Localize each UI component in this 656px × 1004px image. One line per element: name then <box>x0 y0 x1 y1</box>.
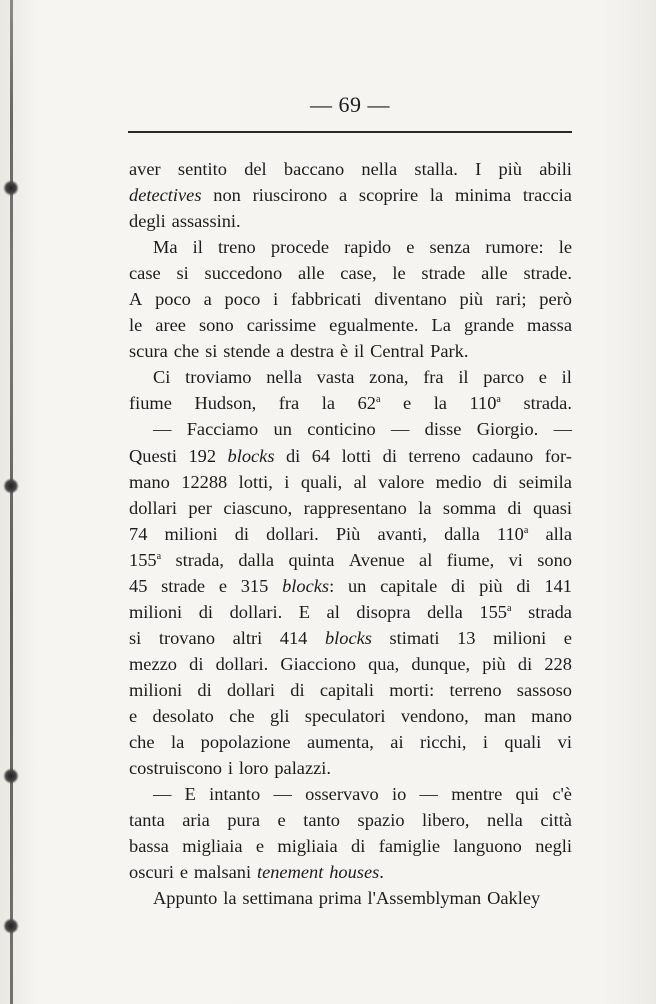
word: alle <box>481 263 508 284</box>
header-rule <box>128 131 572 133</box>
word: I <box>475 159 482 179</box>
text-line <box>129 651 572 677</box>
word: la <box>223 888 237 909</box>
word: il <box>192 237 203 258</box>
word: 13 <box>457 627 476 648</box>
word: vi <box>557 732 572 753</box>
word: e <box>538 367 547 388</box>
word: sono <box>537 549 572 570</box>
word: desolato <box>152 705 214 726</box>
word: trovano <box>158 627 216 648</box>
word: di <box>197 679 212 700</box>
word: strade. <box>523 263 572 284</box>
word: più <box>479 575 503 596</box>
word: baccano <box>283 159 345 179</box>
word: poco <box>224 289 261 310</box>
binding-spine <box>10 0 13 1004</box>
word: tanta <box>129 810 165 831</box>
word: — <box>553 419 572 440</box>
word: Central <box>370 341 425 362</box>
word: dollari <box>226 679 275 700</box>
word: mano <box>531 705 572 726</box>
word: un <box>347 575 367 596</box>
word: palazzi. <box>274 758 332 779</box>
word: blocks: <box>282 575 335 596</box>
word: quinta <box>288 549 335 570</box>
word: di <box>285 445 301 466</box>
text-line <box>129 182 572 208</box>
word: 62$^a$ <box>357 393 381 414</box>
word: osservavo <box>305 784 379 805</box>
word: blocks <box>324 627 372 648</box>
text-line <box>129 859 572 885</box>
text-line <box>129 312 572 338</box>
word: aver <box>129 159 161 179</box>
word: di <box>451 575 466 596</box>
word: degli <box>129 211 166 232</box>
word: si <box>129 627 142 648</box>
word: e <box>402 393 412 414</box>
word: nella <box>487 810 523 831</box>
word: qua, <box>368 653 400 674</box>
word: diventano <box>374 289 447 310</box>
page-number: — 69 — <box>310 92 390 117</box>
word: dunque, <box>411 653 471 674</box>
binding-stitch-mark <box>3 768 19 784</box>
word: sentito <box>177 159 227 179</box>
word: lotti <box>341 445 372 466</box>
word: morti: <box>389 679 435 700</box>
word: capitale <box>380 575 438 596</box>
word: aria <box>182 810 210 831</box>
word: e <box>179 862 188 883</box>
word: destra <box>290 341 335 362</box>
word: Ma <box>153 237 178 258</box>
word: nella <box>266 367 302 388</box>
word: case <box>129 263 161 284</box>
word: succedono <box>204 263 283 284</box>
word: man <box>484 705 516 726</box>
word: Park. <box>430 341 469 362</box>
word: milioni <box>129 679 183 700</box>
word: vasta <box>316 367 355 388</box>
word: rappresentano <box>303 497 407 518</box>
word: disse <box>424 419 462 440</box>
word: Ci <box>153 367 171 388</box>
word: a <box>203 289 212 310</box>
word: assassini. <box>171 211 241 232</box>
word: 228 <box>544 653 572 674</box>
text-line <box>129 573 572 599</box>
word: di <box>234 523 250 544</box>
word: settimana <box>242 888 313 909</box>
word: zona, <box>369 367 409 388</box>
word: 74 <box>129 523 148 544</box>
word: prima <box>318 888 362 909</box>
word: riuscirono <box>252 185 328 206</box>
word: — <box>273 784 292 805</box>
word: quasi <box>533 497 572 518</box>
word: che <box>229 705 255 726</box>
word: per <box>188 497 212 518</box>
word: che <box>173 341 200 362</box>
text-line <box>129 286 572 312</box>
word: traccia <box>522 185 572 206</box>
word: si <box>205 341 218 362</box>
word: languono <box>453 836 522 857</box>
word: rapido <box>344 237 392 258</box>
word: 155$^a$ <box>479 601 512 622</box>
word: senza <box>429 237 471 258</box>
word: al <box>353 471 367 492</box>
word: speculatori <box>304 705 386 726</box>
word: a <box>338 185 348 206</box>
word: strada. <box>523 393 572 414</box>
text-line <box>129 416 572 442</box>
word: negli <box>535 836 572 857</box>
word: fabbricati <box>290 289 362 310</box>
word: e <box>129 705 138 726</box>
word: è <box>339 341 349 362</box>
word: più <box>498 159 522 179</box>
word: il <box>458 367 469 388</box>
word: i <box>227 758 233 779</box>
word: oscuri <box>129 862 174 883</box>
word: Facciamo <box>186 419 259 440</box>
word: minima <box>454 185 512 206</box>
word: Questi <box>129 445 178 466</box>
word: il <box>354 341 365 362</box>
word: rari; <box>495 289 527 310</box>
word: strada <box>528 601 572 622</box>
word: ciascuno, <box>223 497 293 518</box>
word: Hudson, <box>194 393 257 414</box>
word: 110$^a$ <box>496 523 529 544</box>
text-line <box>129 521 572 547</box>
word: disopra <box>356 601 411 622</box>
word: parco <box>483 367 525 388</box>
word: mentre <box>451 784 503 805</box>
word: gli <box>270 705 290 726</box>
text-line <box>129 234 572 260</box>
word: mano <box>129 471 170 492</box>
word: la <box>433 393 447 414</box>
word: lotti, <box>238 471 273 492</box>
word: bassa <box>129 836 169 857</box>
word: grande <box>463 315 515 336</box>
word: conticino <box>307 419 376 440</box>
word: 64 <box>311 445 331 466</box>
text-line <box>129 599 572 625</box>
word: 45 <box>129 575 148 596</box>
word: e <box>277 810 286 831</box>
word: Avenue <box>348 549 405 570</box>
word: migliaia <box>277 836 338 857</box>
word: dollari. <box>266 523 319 544</box>
word: milioni <box>129 601 183 622</box>
word: scoprire <box>358 185 419 206</box>
word: di <box>517 653 533 674</box>
word: si <box>176 263 189 284</box>
word: houses. <box>329 862 384 883</box>
word: carissime <box>246 315 317 336</box>
text-line <box>129 885 572 911</box>
word: di <box>198 601 214 622</box>
word: però <box>539 289 572 310</box>
word: case, <box>340 263 377 284</box>
word: le <box>558 237 572 258</box>
text-line <box>129 390 572 416</box>
word: dalla <box>238 549 275 570</box>
word: — <box>153 419 172 440</box>
word: fiume <box>129 393 172 414</box>
word: fiume, <box>446 549 495 570</box>
word: la <box>321 393 336 414</box>
word: terreno <box>449 679 502 700</box>
word: di <box>351 836 366 857</box>
word: poco <box>155 289 191 310</box>
word: 155$^a$ <box>129 549 162 570</box>
text-line <box>129 781 572 807</box>
word: alla <box>545 523 572 544</box>
word: di <box>290 679 305 700</box>
word: pura <box>227 810 261 831</box>
word: Giacciono <box>280 653 356 674</box>
word: A <box>129 289 143 310</box>
word: di <box>189 653 204 674</box>
word: aree <box>155 315 186 336</box>
word: mezzo <box>129 653 177 674</box>
word: seimila <box>518 471 572 492</box>
word: c'è <box>552 784 572 805</box>
word: 414 <box>279 627 308 648</box>
word: l'Assemblyman <box>367 888 482 909</box>
text-line <box>129 338 572 364</box>
word: libero, <box>422 810 470 831</box>
word: cadauno <box>471 445 534 466</box>
word: fra <box>278 393 300 414</box>
word: la <box>418 497 432 518</box>
word: spazio <box>357 810 405 831</box>
word: — <box>419 784 438 805</box>
text-line <box>129 703 572 729</box>
word: E <box>184 784 196 805</box>
word: e <box>255 836 265 857</box>
word: non <box>213 185 241 206</box>
word: di <box>516 575 531 596</box>
word: 192 <box>188 445 217 466</box>
word: dollari. <box>215 653 269 674</box>
word: milioni <box>493 627 547 648</box>
word: alle <box>297 263 325 284</box>
word: famiglie <box>378 836 441 857</box>
text-line <box>129 833 572 859</box>
word: e <box>563 627 572 648</box>
word: altri <box>232 627 263 648</box>
word: abili <box>539 159 572 179</box>
word: i <box>273 289 279 310</box>
word: fra <box>423 367 444 388</box>
text-line <box>129 208 572 234</box>
word: blocks <box>227 445 275 466</box>
text-line <box>129 156 572 182</box>
binding-stitch-mark <box>3 180 19 196</box>
word: aumenta, <box>306 732 374 753</box>
word: massa <box>527 315 572 336</box>
word: sono <box>198 315 234 336</box>
text-line <box>129 807 572 833</box>
word: al <box>326 601 340 622</box>
text-line <box>129 729 572 755</box>
word: for- <box>544 445 572 466</box>
word: intanto <box>209 784 261 805</box>
word: un <box>273 419 292 440</box>
word: scura <box>129 341 168 362</box>
word: sassoso <box>516 679 572 700</box>
word: io <box>391 784 407 805</box>
word: egualmente. <box>329 315 419 336</box>
word: 141 <box>544 575 572 596</box>
word: strade <box>421 263 466 284</box>
word: medio <box>435 471 482 492</box>
word: ai <box>390 732 404 753</box>
word: della <box>427 601 463 622</box>
word: al <box>419 549 433 570</box>
word: strada, <box>175 549 224 570</box>
word: e <box>218 575 227 596</box>
word: nella <box>361 159 398 179</box>
word: malsani <box>193 862 252 883</box>
word: del <box>244 159 267 179</box>
word: 110$^a$ <box>469 393 501 414</box>
word: e <box>406 237 415 258</box>
word: capitali <box>319 679 374 700</box>
word: la <box>170 732 185 753</box>
word: E <box>298 601 310 622</box>
page-body-text <box>129 156 572 911</box>
text-line <box>129 547 572 573</box>
word: dollari. <box>229 601 283 622</box>
binding-stitch-mark <box>3 918 19 934</box>
word: stende <box>223 341 271 362</box>
word: rumore: <box>485 237 544 258</box>
binding-stitch-mark <box>3 478 19 494</box>
word: terreno <box>408 445 461 466</box>
word: stalla. <box>414 159 458 179</box>
word: detectives <box>129 185 202 206</box>
word: migliaia <box>182 836 243 857</box>
word: ricchi, <box>419 732 467 753</box>
word: Giorgio. <box>476 419 539 440</box>
word: tanto <box>303 810 341 831</box>
word: costruiscono <box>129 758 222 779</box>
word: le <box>392 263 406 284</box>
word: vi <box>508 549 523 570</box>
word: di <box>493 471 508 492</box>
text-line <box>129 364 572 390</box>
text-line <box>129 260 572 286</box>
text-line <box>129 469 572 495</box>
word: tenement <box>256 862 324 883</box>
word: valore <box>378 471 425 492</box>
word: qui <box>515 784 540 805</box>
word: popolazione <box>200 732 291 753</box>
word: 315 <box>240 575 269 596</box>
word: di <box>507 497 522 518</box>
word: di <box>382 445 397 466</box>
text-line <box>129 495 572 521</box>
word: più <box>482 653 506 674</box>
word: la <box>429 185 444 206</box>
text-line <box>129 625 572 651</box>
word: — <box>390 419 410 440</box>
word: avanti, <box>377 523 428 544</box>
word: Più <box>335 523 361 544</box>
word: procede <box>270 237 330 258</box>
word: le <box>129 315 143 336</box>
word: più <box>459 289 484 310</box>
word: dalla <box>444 523 480 544</box>
word: i <box>482 732 488 753</box>
word: troviamo <box>185 367 252 388</box>
word: treno <box>217 237 256 258</box>
word: città <box>540 810 572 831</box>
word: loro <box>238 758 269 779</box>
word: quali, <box>300 471 343 492</box>
word: somma <box>442 497 497 518</box>
word: il <box>561 367 572 388</box>
word: dollari <box>129 497 178 518</box>
text-line <box>129 755 572 781</box>
word: Oakley <box>487 888 541 909</box>
word: vendono, <box>400 705 469 726</box>
word: 12288 <box>181 471 228 492</box>
word: che <box>129 732 155 753</box>
word: La <box>431 315 451 336</box>
word: — <box>153 784 172 805</box>
word: Appunto <box>153 888 218 909</box>
text-line <box>129 443 572 469</box>
word: milioni <box>164 523 218 544</box>
word: i <box>284 471 290 492</box>
word: quali <box>504 732 542 753</box>
word: stimati <box>389 627 440 648</box>
text-line <box>129 677 572 703</box>
word: strade <box>161 575 206 596</box>
word: a <box>276 341 285 362</box>
